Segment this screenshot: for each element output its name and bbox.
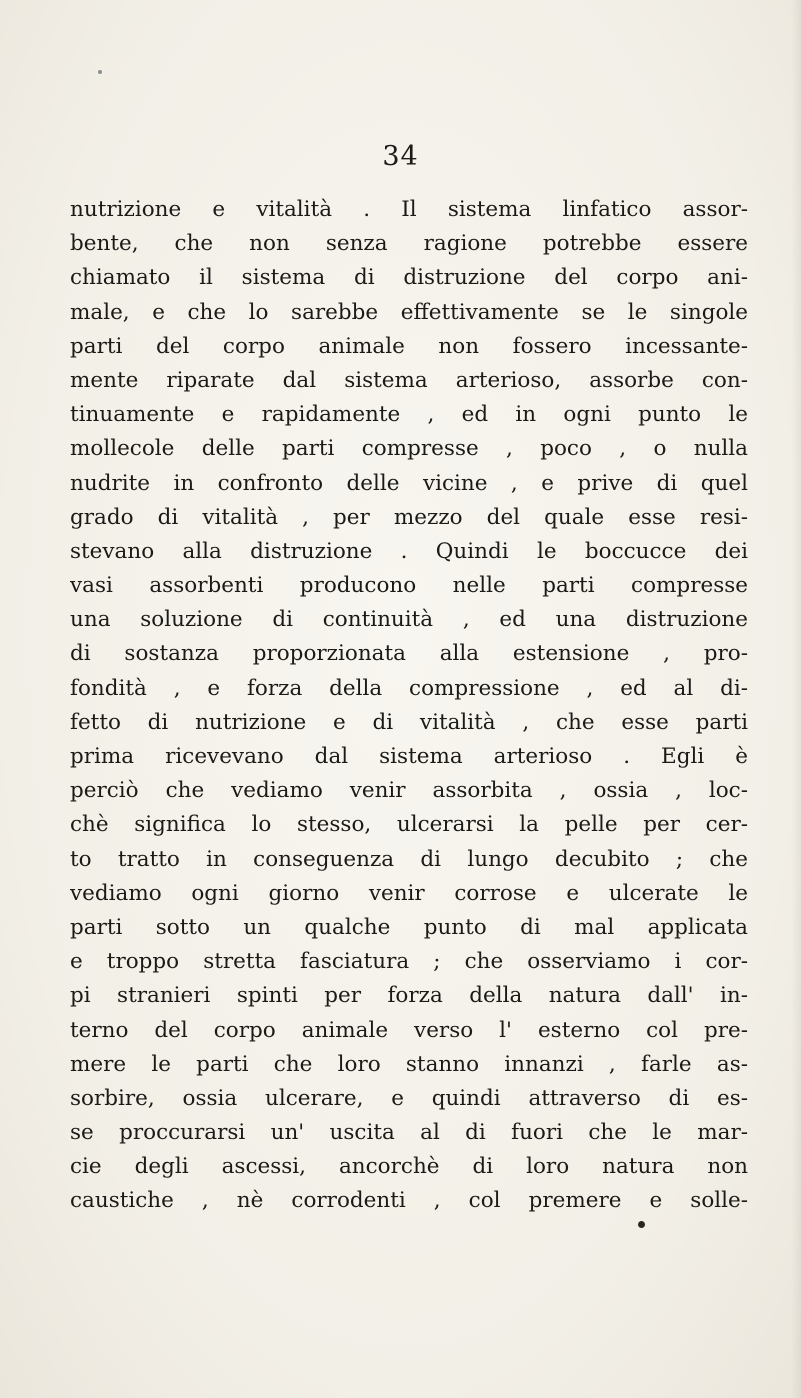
text-line: tinuamente e rapidamente , ed in ogni punto le [70,402,748,428]
text-line: chiamato il sistema di distruzione del corpo ani- [70,265,748,291]
text-line: sorbire, ossia ulcerare, e quindi attraverso di es- [70,1085,748,1111]
text-line: nutrizione e vitalità . Il sistema linfatico assor- [70,197,748,222]
ink-speck [638,1221,645,1228]
text-line: mere le parti che loro stanno innanzi , farle as- [70,1051,748,1077]
text-line: e troppo stretta fasciatura ; che osserviamo i cor- [70,949,748,975]
text-line: prima ricevevano dal sistema arterioso . Egli è [70,744,748,769]
body-text [70,193,748,1219]
text-line: bente, che non senza ragione potrebbe essere [70,231,748,257]
text-line: perciò che vediamo venir assorbita , ossia , loc- [70,778,748,804]
text-line: grado di vitalità , per mezzo del quale esse resi- [70,504,748,530]
text-line: una soluzione di continuità , ed una distruzione [70,607,748,633]
text-line: parti sotto un qualche punto di mal applicata [70,914,748,940]
text-line: male, e che lo sarebbe effettivamente se le singole [70,299,748,325]
text-line: pi stranieri spinti per forza della natura dall' in- [70,983,748,1009]
text-line: mente riparate dal sistema arterioso, assorbe con- [70,367,748,393]
text-line: cie degli ascessi, ancorchè di loro natura non [70,1154,748,1180]
text-line: nudrite in confronto delle vicine , e prive di quel [70,470,748,496]
text-line: to tratto in conseguenza di lungo decubito ; che [70,846,748,872]
ink-speck [98,70,102,74]
text-line: fondità , e forza della compressione , ed al di- [70,675,748,701]
text-line: vediamo ogni giorno venir corrose e ulcerate le [70,880,748,906]
text-line: di sostanza proporzionata alla estensione , pro- [70,641,748,667]
text-line: chè significa lo stesso, ulcerarsi la pelle per cer- [70,812,748,838]
page-edge-shadow [791,0,801,1398]
text-line: se proccurarsi un' uscita al di fuori che le mar- [70,1120,748,1146]
text-line: vasi assorbenti producono nelle parti compresse [70,573,748,599]
text-line: caustiche , nè corrodenti , col premere e solle- [70,1188,748,1214]
text-line: parti del corpo animale non fossero incessante- [70,333,748,359]
text-line: stevano alla distruzione . Quindi le boccucce dei [70,538,748,564]
text-line: fetto di nutrizione e di vitalità , che esse parti [70,709,748,735]
text-line: mollecole delle parti compresse , poco , o nulla [70,436,748,462]
text-line: terno del corpo animale verso l' esterno col pre- [70,1017,748,1043]
page-number: 34 [382,141,419,172]
